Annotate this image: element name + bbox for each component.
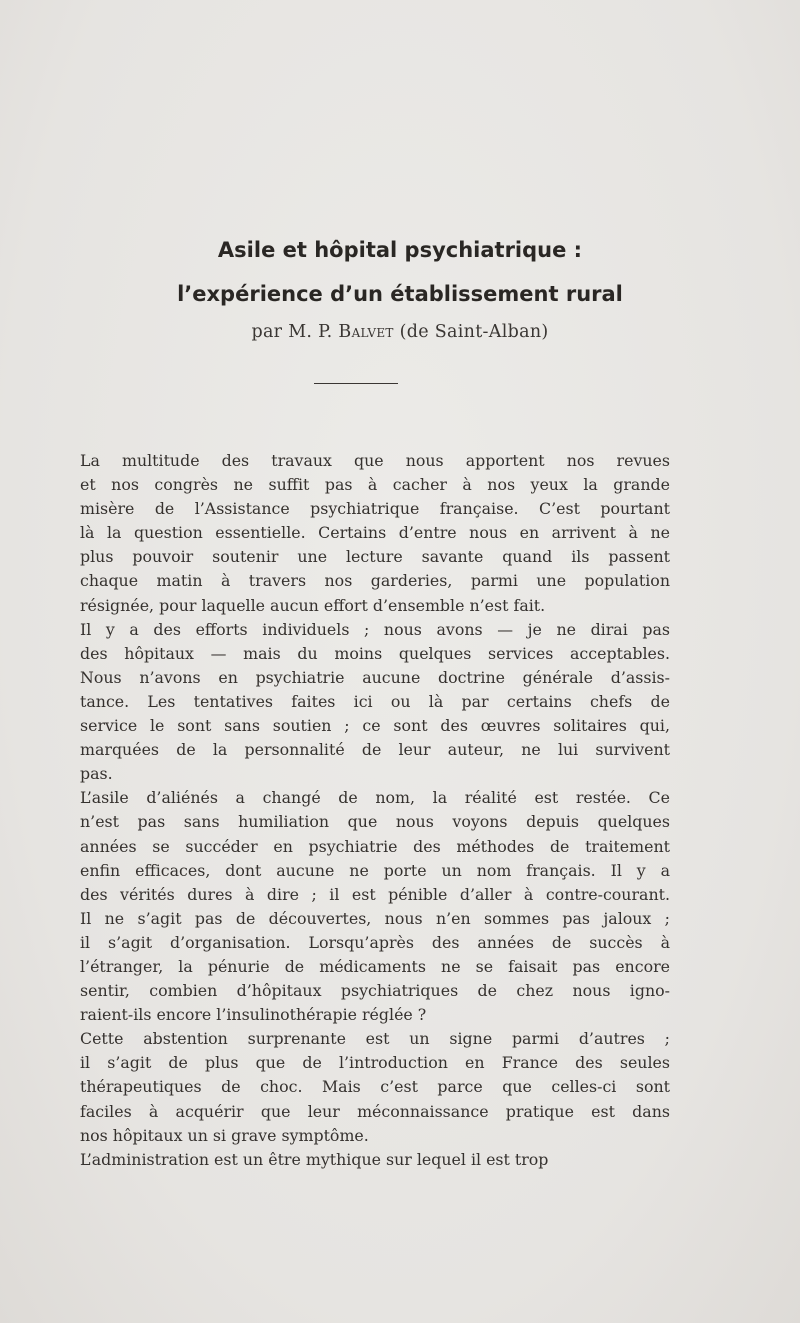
title-separator-rule bbox=[314, 383, 398, 384]
text-line: tance. Les tentatives faites ici ou là par certains chefs de bbox=[80, 691, 670, 711]
text-line: L’asile d’aliénés a changé de nom, la réalité est restée. Ce bbox=[80, 788, 670, 808]
text-line: enfin efficaces, dont aucune ne porte un nom français. Il y a bbox=[80, 860, 670, 880]
text-line: Nous n’avons en psychiatrie aucune doctrine générale d’assis- bbox=[80, 667, 670, 687]
text-line: Il ne s’agit pas de découvertes, nous n’en sommes pas jaloux ; bbox=[80, 908, 670, 928]
text-line: des hôpitaux — mais du moins quelques services acceptables. bbox=[80, 643, 670, 663]
text-line: raient-ils encore l’insulinothérapie réglée ? bbox=[80, 1005, 427, 1025]
text-line: La multitude des travaux que nous apportent nos revues bbox=[80, 451, 670, 470]
text-line: thérapeutiques de choc. Mais c’est parce que celles-ci sont bbox=[80, 1077, 670, 1097]
text-line: marquées de la personnalité de leur auteur, ne lui survivent bbox=[80, 740, 670, 760]
article-body bbox=[80, 449, 670, 1172]
paragraph bbox=[80, 1148, 670, 1172]
byline-affiliation: (de Saint-Alban) bbox=[393, 322, 549, 342]
text-line: plus pouvoir soutenir une lecture savante quand ils passent bbox=[80, 547, 670, 567]
text-line: l’étranger, la pénurie de médicaments ne se faisait pas encore bbox=[80, 956, 670, 976]
paragraph bbox=[80, 1027, 670, 1147]
text-line: chaque matin à travers nos garderies, parmi une population bbox=[80, 571, 670, 591]
text-line: Cette abstention surprenante est un signe parmi d’autres ; bbox=[80, 1029, 670, 1049]
article-title-line-1: Asile et hôpital psychiatrique : bbox=[217, 238, 583, 262]
text-line: Il y a des efforts individuels ; nous avons — je ne dirai pas bbox=[80, 619, 670, 639]
text-line: il s’agit de plus que de l’introduction en France des seules bbox=[80, 1053, 670, 1073]
paragraph bbox=[80, 618, 670, 787]
article-title-line-2: l’expérience d’un établissement rural bbox=[177, 282, 623, 306]
text-line: sentir, combien d’hôpitaux psychiatriques de chez nous igno- bbox=[80, 981, 670, 1001]
text-line: misère de l’Assistance psychiatrique française. C’est pourtant bbox=[80, 499, 670, 519]
text-line: résignée, pour laquelle aucun effort d’ensemble n’est fait. bbox=[80, 595, 546, 615]
text-line: n’est pas sans humiliation que nous voyons depuis quelques bbox=[80, 812, 670, 832]
byline-prefix: par M. P. bbox=[251, 322, 339, 342]
text-line: et nos congrès ne suffit pas à cacher à nos yeux la grande bbox=[80, 475, 670, 495]
article-title bbox=[0, 228, 800, 316]
text-line: nos hôpitaux un si grave symptôme. bbox=[80, 1125, 369, 1145]
text-line: faciles à acquérir que leur méconnaissance pratique est dans bbox=[80, 1101, 670, 1121]
text-line: pas. bbox=[80, 764, 113, 784]
text-line: il s’agit d’organisation. Lorsqu’après des années de succès à bbox=[80, 932, 670, 952]
text-line: là la question essentielle. Certains d’entre nous en arrivent à ne bbox=[80, 523, 670, 543]
text-line: des vérités dures à dire ; il est pénible d’aller à contre-courant. bbox=[80, 884, 670, 904]
paragraph bbox=[80, 449, 670, 618]
author-name: Balvet bbox=[338, 322, 394, 342]
text-line: années se succéder en psychiatrie des méthodes de traitement bbox=[80, 836, 670, 856]
paragraph bbox=[80, 786, 670, 1027]
text-line: service le sont sans soutien ; ce sont des œuvres solitaires qui, bbox=[80, 716, 670, 736]
text-line: L’administration est un être mythique sur lequel il est trop bbox=[80, 1149, 549, 1169]
author-byline bbox=[0, 322, 800, 342]
